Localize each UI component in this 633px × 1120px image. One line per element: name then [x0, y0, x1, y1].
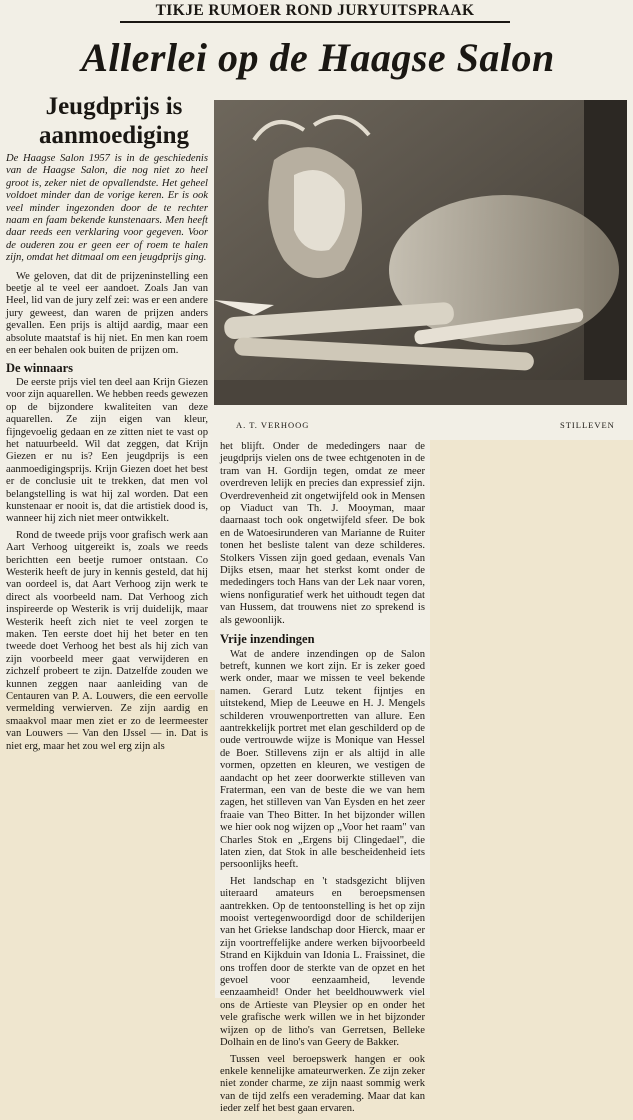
- photo-caption-title: STILLEVEN: [560, 420, 615, 430]
- left-column: [6, 153, 208, 757]
- still-life-photo: [214, 100, 627, 405]
- subhead: Jeugdprijs is aanmoediging: [38, 93, 190, 149]
- article-paragraph: Het landschap en 't stadsgezicht blijven uiteraard amateurs en beroepsmensen aantrekken. Op de tentoonstelling is het op zijn mooist vertegenwoordigd door de schilderijen van het Griekse landschap door Hierck, maar er zijn voortreffelijke andere werken bijvoorbeeld Strand en Kijkduin van Idonia L. Fraissinet, die ons troffen door de sterkte van de opzet en het gevoel voor eenzaamheid, levende eenzaamheid! Onder het beeldhouwwerk viel ons de Artieste van Pleysier op en onder het vele grafische werk willen we in het bijzonder wijzen op de litho's van Gerretsen, Belleke Dolhain en de lino's van Geery de Bakker.: [220, 875, 425, 1049]
- right-column: [220, 441, 425, 1120]
- article-paragraph: De eerste prijs viel ten deel aan Krijn Giezen voor zijn aquarellen. We hebben reeds gewezen op de bijzondere kwaliteiten van deze aquarellen. Ze zijn eigen van kleur, fijngevoelig gedaan en ze zitten niet te vast op het natuurbeeld. Wil dat zeggen, dat Krijn Giezen er nu is? Een jeugdprijs is een aanmoedigingsprijs. Krijn Giezen doet het best er de conclusie uit te trekken, dat men vol belangstelling is wat hij zal worden. Dat een kunstenaar er nooit is, dat die artistiek dood is, wanneer hij zich niet meer ontwikkelt.: [6, 376, 208, 525]
- intro-paragraph: De Haagse Salon 1957 is in de geschiedenis van de Haagse Salon, die nog niet zo heel groot is, zeker niet de opvallendste. Het geheel voldoet minder dan de vorige keren. Er is ook veel minder ingezonden door de te rechter naam en faam bekende kunstenaars. Men heeft daar reeds een verklaring voor gegeven. Voor de ouderen zou er geen eer of roem te halen zijn, omdat het ditmaal om een jeugdprijs ging.: [6, 153, 208, 264]
- article-paragraph: We geloven, dat dit de prijzeninstelling een beetje al te veel eer aandoet. Zoals Jan van Heel, lid van de jury zelf zei: was er een andere jury geweest, dan waren de prijzen anders gevallen. Een prijs is altijd aardig, maar een absolute maatstaf is hij niet. En men kan roem en eer behalen ook buiten de prijzen om.: [6, 270, 208, 357]
- section-heading: De winnaars: [6, 360, 74, 375]
- photo-caption-artist: A. T. VERHOOG: [236, 420, 310, 430]
- photo-illustration: [214, 100, 627, 405]
- article-paragraph: Rond de tweede prijs voor grafisch werk aan Aart Verhoog uitgereikt is, zoals we reeds berichtten een beetje rumoer ontstaan. Co Westerik heeft de jury in kennis gesteld, dat hij van oordeel is, dat Aart Verhoog zijn werk te direct als voorbeeld nam. Dat Verhoog zich inspireerde op Westerik is vrij duidelijk, maar Westerik heeft zich niet te veel zorgen te maken. Ten eerste doet hij het beter en ten tweede doet Verhoog het best als hij zich van zijn voorbeeld meer gaat verwijderen en zichzelf probeert te zijn. Datzelfde zouden we kunnen zeggen naar aanleiding van de Centauren van P. A. Louwers, die een eervolle vermelding verwierven. Ze zijn aardig en smaakvol maar men ziet er zo de leermeester van Louwers — Van den IJssel — in. Dat is niet erg, maar het zou wel erg zijn als: [6, 529, 208, 752]
- headline: Allerlei op de Haagse Salon: [81, 35, 555, 80]
- kicker: TIKJE RUMOER ROND JURYUITSPRAAK: [120, 2, 510, 23]
- article-paragraph: Tussen veel beroepswerk hangen er ook enkele kennelijke amateurwerken. Ze zijn zeker niet zonder charme, ze zijn naast sommig werk van de tijd zelfs een verademing. Maar dat kan ieder zelf het best gaan ervaren.: [220, 1053, 425, 1115]
- article-paragraph: het blijft. Onder de mededingers naar de jeugdprijs vielen ons de twee echtgenoten in de tram van H. Gordijn tegen, omdat ze meer overdreven lelijk en precies dan expressief zijn. Overdrevenheid zit ongetwijfeld ook in Mensen op Viaduct van Th. J. Mooyman, maar daarnaast toch ook ongetwijfeld sfeer. De bok en de Watoesirunderen van Marianne de Ruiter tonen het besliste talent van deze schilderes. Stolkers Vissen zijn goed gedaan, evenals Van Dijks etsen, maar het sterkst komt onder de mededingers toch Hans van der Lek naar voren, wiens nonfiguratief werk het uithoudt tegen dat van Hussem, dat trouwens niet zo sprekend is als gewoonlijk.: [220, 441, 425, 626]
- article-paragraph: Wat de andere inzendingen op de Salon betreft, kunnen we kort zijn. Er is zeker goed werk onder, maar we missen te veel bekende namen. Gerard Lutz tekent fijntjes en uitstekend, Miep de Leeuwe en H. J. Mengels schilderen vrouwenportretten van allure. Een aantrekkelijk portret met elan geschilderd op de oude vertrouwde wijze is Monique van Hessel de Boer. Stillevens zijn er als altijd in alle vormen, opzetten en kleuren, we vestigen de aandacht op het zeer doorwerkte stilleven van Fraterman, een van de beste die we van hem zagen, het stilleven van Van Eysden en het zeer fraaie van Theo Bitter. In het bijzonder willen we hier ook nog wijzen op „Voor het raam" van Charles Stok en „Ergens bij Clingedael", die laten zien, dat Stok in alle bescheidenheid iets persoonlijks heeft.: [220, 648, 425, 871]
- section-heading: Vrije inzendingen: [220, 632, 315, 647]
